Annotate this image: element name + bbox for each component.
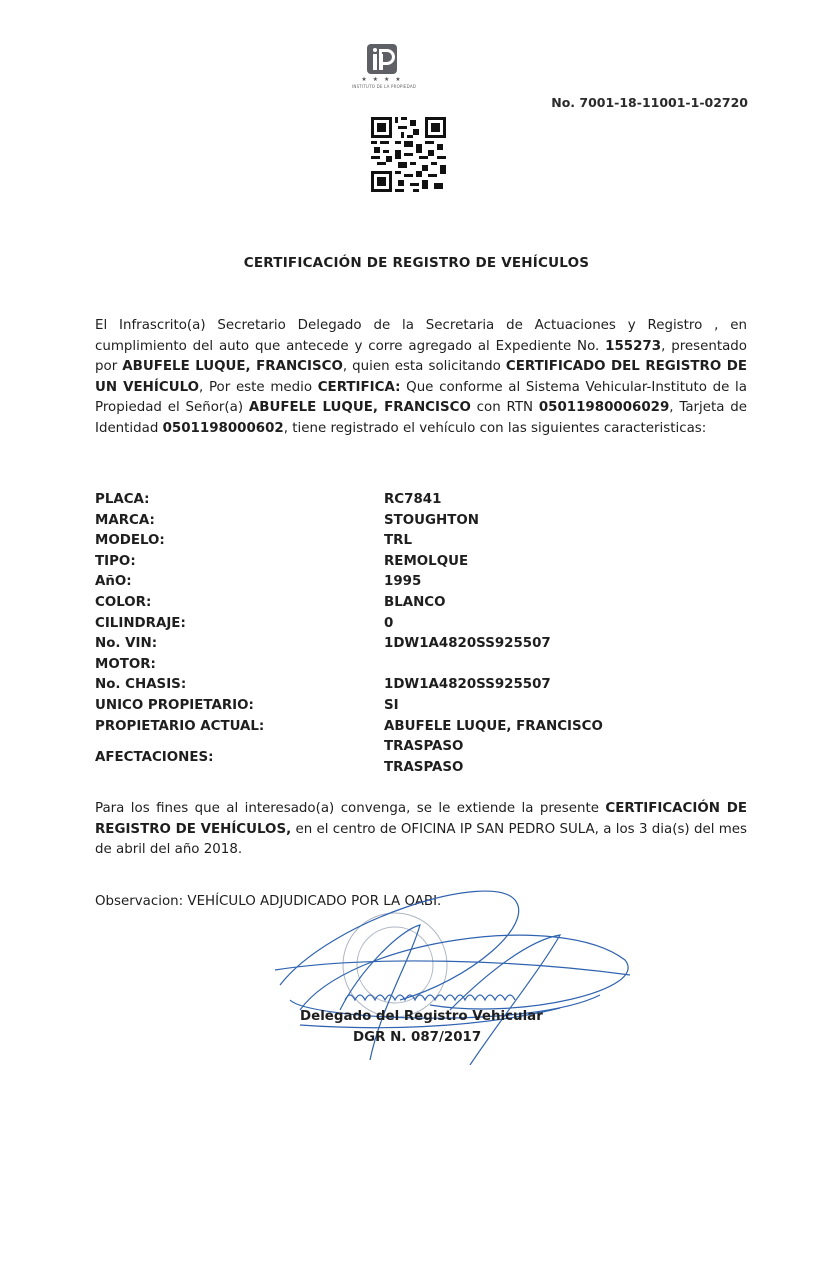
field-label: MODELO: <box>95 533 165 549</box>
field-value: 1DW1A4820SS925507 <box>384 677 551 693</box>
field-label: PLACA: <box>95 492 150 507</box>
field-label: MOTOR: <box>95 656 156 672</box>
field-label: No. CHASIS: <box>95 677 187 693</box>
intro-text: , Por este medio <box>199 379 318 395</box>
field-row-propietario-actual <box>95 717 695 738</box>
field-value <box>384 655 695 676</box>
field-row-unico-propietario <box>95 696 695 717</box>
logo-text: INSTITUTO DE LA PROPIEDAD <box>352 84 417 89</box>
field-value: RC7841 <box>384 492 442 507</box>
field-value: TRL <box>384 533 412 549</box>
closing-doc-name: CERTIFICACIÓN DE REGISTRO DE VEHÍCULOS, <box>95 801 747 837</box>
signatory-number: DGR N. 087/2017 <box>353 1030 482 1045</box>
field-row-color <box>95 593 695 614</box>
intro-text: , Tarjeta de Identidad <box>95 400 747 436</box>
ip-logo-icon <box>367 44 397 74</box>
qr-code-icon <box>371 117 446 192</box>
rtn-number: 05011980006029 <box>538 400 670 416</box>
field-value: SI <box>384 697 399 713</box>
field-label: CILINDRAJE: <box>95 615 186 631</box>
vehicle-fields <box>95 490 695 778</box>
field-row-vin <box>95 634 695 655</box>
field-label: AñO: <box>95 574 132 590</box>
field-row-afectaciones <box>95 737 695 778</box>
id-number: 0501198000602 <box>162 420 284 436</box>
applicant-name: ABUFELE LUQUE, FRANCISCO <box>122 359 343 375</box>
field-value: 1DW1A4820SS925507 <box>384 636 551 652</box>
field-value: STOUGHTON <box>384 512 479 528</box>
field-value: REMOLQUE <box>384 553 469 569</box>
field-row-placa <box>95 490 695 511</box>
field-row-motor <box>95 655 695 676</box>
field-row-chasis <box>95 675 695 696</box>
logo-stars: ★ ★ ★ ★ <box>361 76 403 83</box>
intro-text: con RTN <box>470 400 539 416</box>
field-value: 0 <box>384 615 394 631</box>
field-row-marca <box>95 511 695 532</box>
institution-logo <box>352 44 417 90</box>
intro-text: , quien esta solicitando <box>342 359 506 375</box>
field-row-modelo <box>95 531 695 552</box>
intro-text: , presentado por <box>95 338 747 375</box>
owner-name: ABUFELE LUQUE, FRANCISCO <box>248 400 471 416</box>
field-value <box>384 737 695 778</box>
field-label: UNICO PROPIETARIO: <box>95 697 254 713</box>
field-value: ABUFELE LUQUE, FRANCISCO <box>384 718 603 734</box>
field-label: PROPIETARIO ACTUAL: <box>95 718 265 734</box>
intro-text: Que conforme al Sistema Vehicular-Instituto de la Propiedad el Señor(a) <box>95 379 747 416</box>
closing-paragraph <box>95 799 747 861</box>
field-label: AFECTACIONES: <box>95 750 214 766</box>
intro-text: , tiene registrado el vehículo con las siguientes caracteristicas: <box>283 420 707 436</box>
document-number: No. 7001-18-11001-1-02720 <box>551 95 748 110</box>
signatory-title: Delegado del Registro Vehicular <box>300 1009 543 1024</box>
field-label: COLOR: <box>95 594 152 610</box>
field-value: 1995 <box>384 574 422 590</box>
certifica-label: CERTIFICA: <box>317 379 401 395</box>
document-title: CERTIFICACIÓN DE REGISTRO DE VEHÍCULOS <box>243 255 590 271</box>
field-label: TIPO: <box>95 553 136 569</box>
request-type: CERTIFICADO DEL REGISTRO DE UN VEHÍCULO <box>95 359 747 395</box>
field-label: MARCA: <box>95 512 155 528</box>
field-label: No. VIN: <box>95 636 158 652</box>
closing-text: en el centro de OFICINA IP SAN PEDRO SULA, a los 3 dia(s) del mes de abril del año 2018. <box>95 821 747 858</box>
observation: Observacion: VEHÍCULO ADJUDICADO POR LA OABI. <box>95 894 442 909</box>
field-row-cilindraje <box>95 614 695 635</box>
intro-text: El Infrascrito(a) Secretario Delegado de la Secretaria de Actuaciones y Registro , en cumplimiento del auto que antecede y corre agregado al Expediente No. <box>95 318 747 354</box>
expediente-number: 155273 <box>605 338 662 354</box>
closing-text: Para los fines que al interesado(a) convenga, se le extiende la presente <box>95 801 606 816</box>
afectacion-item: TRASPASO <box>384 759 464 775</box>
intro-paragraph <box>95 316 747 440</box>
field-row-anio <box>95 572 695 593</box>
field-value: BLANCO <box>384 594 446 610</box>
afectacion-item: TRASPASO <box>384 739 464 755</box>
field-row-tipo <box>95 552 695 573</box>
